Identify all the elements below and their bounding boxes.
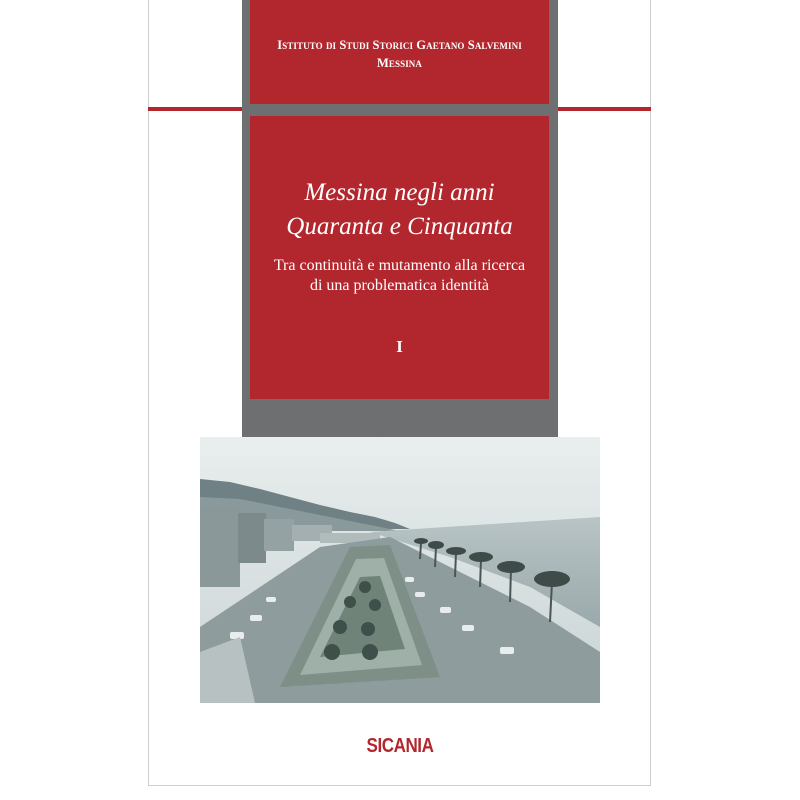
subtitle-line-2: di una problematica identità <box>309 277 490 294</box>
seafront-photo-illustration <box>200 437 600 703</box>
book-title <box>250 176 549 244</box>
volume-number: I <box>396 337 403 356</box>
institute-line-2: Messina <box>376 56 422 70</box>
grey-rule-block <box>242 104 558 116</box>
subtitle-line-1: Tra continuità e mutamento alla ricerca <box>273 257 526 274</box>
institute-name <box>250 36 549 72</box>
institute-line-1: Istituto di Studi Storici Gaetano Salvemini <box>277 38 522 52</box>
book-subtitle <box>250 256 549 296</box>
publisher-logo: SICANIA <box>366 735 434 757</box>
title-line-2: Quaranta e Cinquanta <box>286 213 513 240</box>
cover-photo <box>200 437 600 703</box>
horizontal-rule <box>148 104 651 116</box>
title-line-1: Messina negli anni <box>304 179 495 206</box>
